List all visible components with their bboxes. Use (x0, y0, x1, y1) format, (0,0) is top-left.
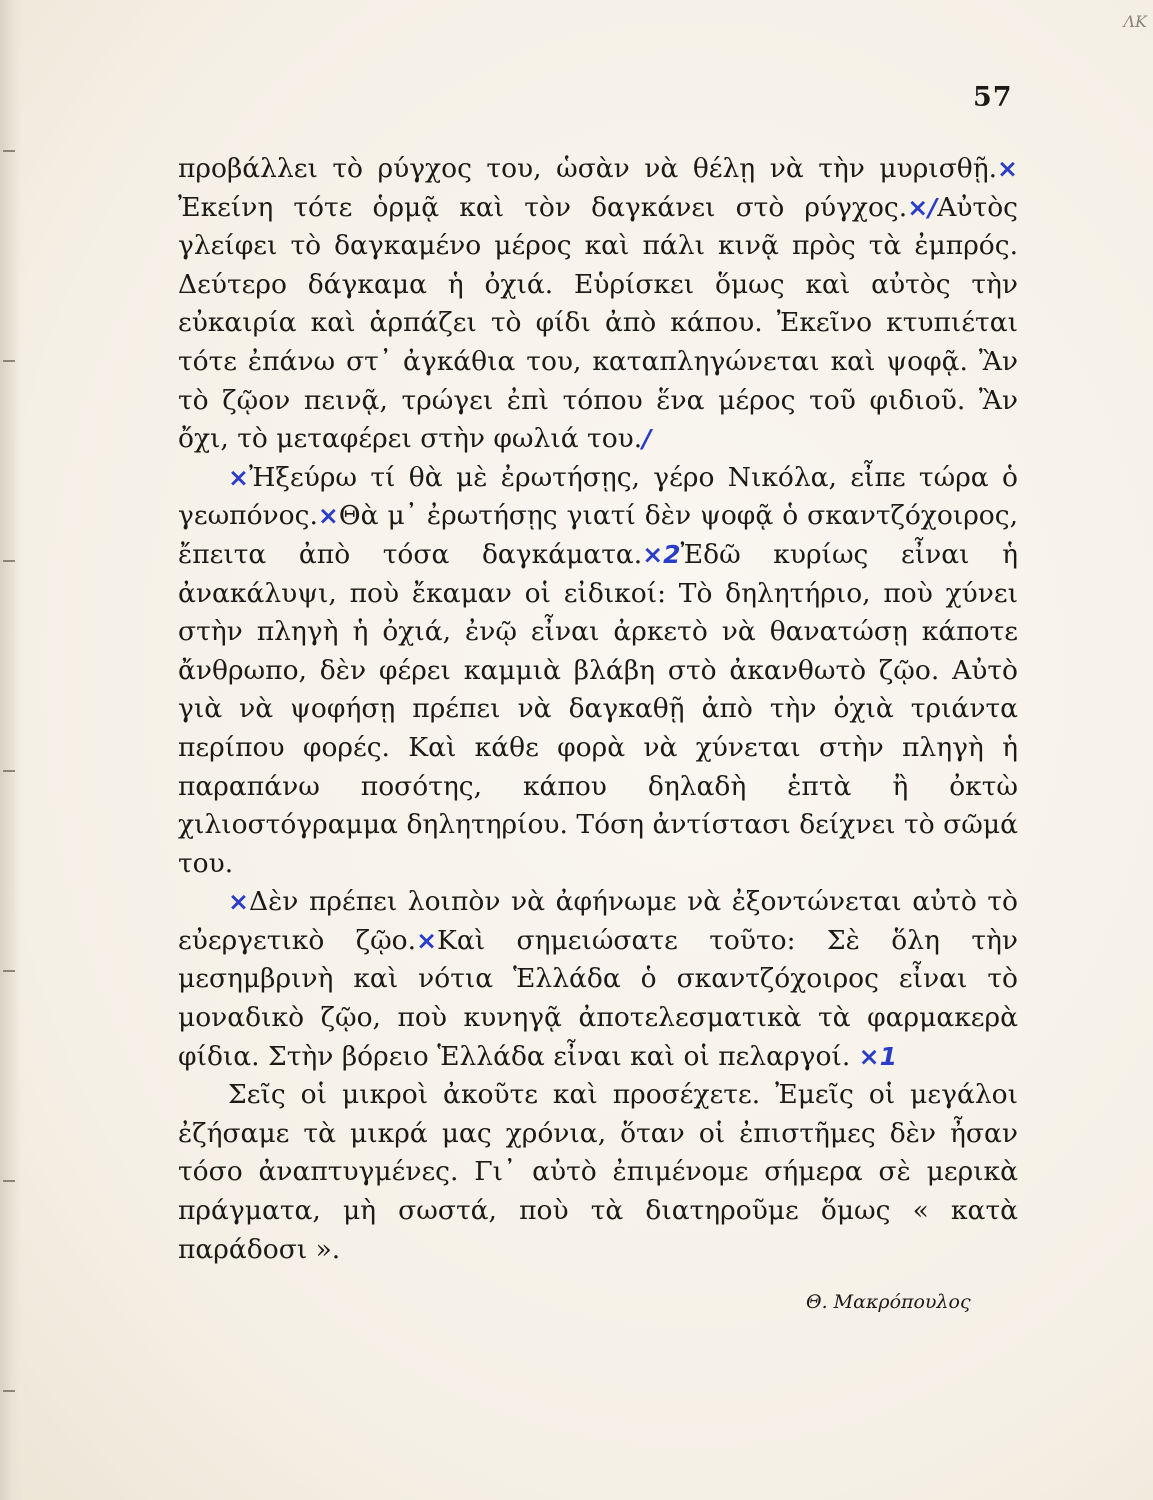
paragraph (178, 883, 1018, 1076)
binding-stitch (3, 360, 15, 362)
text-run: Σεῖς οἱ μικροὶ ἀκοῦτε καὶ προσέχετε. Ἐμεῖς οἱ μεγάλοι ἐζήσαμε τὰ μικρά μας χρόνια, ὅταν οἱ ἐπιστῆμες δὲν ἦσαν τόσο ἀναπτυγμένες. Γι᾿ αὐτὸ ἐπιμένομε σήμερα σὲ μερικὰ πράγματα, μὴ σωστά, ποὺ τὰ διατηροῦμε ὅμως « κατὰ παράδοσι ». (178, 1079, 1018, 1265)
binding-stitch (3, 1390, 15, 1392)
binding-stitch (3, 770, 15, 772)
ink-annotation-mark: ×2 (642, 539, 681, 569)
ink-annotation-mark: × (228, 462, 249, 492)
ink-annotation-mark: × (997, 154, 1018, 183)
binding-stitch (3, 560, 15, 562)
body-text (178, 150, 1018, 1269)
binding-stitch (3, 970, 15, 972)
ink-annotation-mark: ×1 (858, 1041, 898, 1071)
ink-annotation-mark: × (317, 501, 339, 531)
paragraph (178, 150, 1018, 459)
text-run: Ἠξεύρω τί θὰ μὲ ἐρωτήσῃς, γέρο Νικόλα, εἶπε τώρα ὁ γεωπόνος. (178, 461, 1018, 532)
page-binding-edge (0, 0, 22, 1500)
paragraph (178, 1076, 1018, 1269)
ink-annotation-mark: × (228, 887, 249, 917)
ink-annotation-mark: / (642, 424, 652, 454)
paragraph (178, 459, 1018, 884)
author-signature: Θ. Μακρόπουλος (806, 1291, 971, 1313)
text-run: Θὰ μ᾿ ἐρωτήσῃς γιατί δὲν ψοφᾷ ὁ σκαντζόχοιρος, ἔπειτα ἀπὸ τόσα δαγκάματα. (178, 500, 1018, 570)
text-run: Ἐκείνη τότε ὁρμᾷ καὶ τὸν δαγκάνει στὸ ρύγχος. (178, 191, 908, 223)
page-number: 57 (973, 82, 1013, 113)
text-run: προβάλλει τὸ ρύγχος του, ὡσὰν νὰ θέλῃ νὰ τὴν μυρισθῇ. (178, 153, 998, 184)
text-run: Ἐδῶ κυρίως εἶναι ἡ ἀνακάλυψι, ποὺ ἔκαμαν οἱ εἰδικοί: Τὸ δηλητήριο, ποὺ χύνει στὴν πληγὴ ἡ ὀχιά, ἐνῷ εἶναι ἀρκετὸ νὰ θανατώσῃ κάποτε ἄνθρωπο, δὲν φέρει καμμιὰ βλάβη στὸ ἀκανθωτὸ ζῷο. Αὐτὸ γιὰ νὰ ψοφήσῃ πρέπει νὰ δαγκαθῇ ἀπὸ τὴν ὀχιὰ τριάντα περίπου φορές. Καὶ κάθε φορὰ νὰ χύνεται στὴν πληγὴ ἡ παραπάνω ποσότης, κάπου δηλαδὴ ἑπτὰ ἢ ὀκτὼ χιλιοστόγραμμα δηλητηρίου. Τόση ἀντίστασι δείχνει τὸ σῶμά του. (178, 538, 1018, 879)
text-run: Αὐτὸς γλείφει τὸ δαγκαμένο μέρος καὶ πάλι κινᾷ πρὸς τὰ ἐμπρός. Δεύτερο δάγκαμα ἡ ὀχιά. Εὑρίσκει ὅμως καὶ αὐτὸς τὴν εὐκαιρία καὶ ἁρπάζει τὸ φίδι ἀπὸ κάπου. Ἐκεῖνο κτυπιέται τότε ἐπάνω στ᾿ ἀγκάθια του, καταπληγώνεται καὶ ψοφᾷ. Ἂν τὸ ζῷον πεινᾷ, τρώγει ἐπὶ τόπου ἕνα μέρος τοῦ φιδιοῦ. Ἂν ὄχι, τὸ μεταφέρει στὴν φωλιά του. (178, 191, 1018, 455)
text-run: Καὶ σημειώσατε τοῦτο: Σὲ ὅλη τὴν μεσημβρινὴ καὶ νότια Ἑλλάδα ὁ σκαντζόχοιρος εἶναι τὸ μοναδικὸ ζῷο, ποὺ κυνηγᾷ ἀποτελεσματικὰ τὰ φαρμακερὰ φίδια. Στὴν βόρειο Ἑλλάδα εἶναι καὶ οἱ πελαργοί. (178, 924, 1018, 1072)
corner-pencil-note: ΛΚ (1123, 12, 1147, 31)
ink-annotation-mark: × (416, 925, 438, 955)
text-run: Δὲν πρέπει λοιπὸν νὰ ἀφήνωμε νὰ ἐξοντώνεται αὐτὸ τὸ εὐεργετικὸ ζῷο. (178, 886, 1018, 956)
ink-annotation-mark: ×/ (907, 192, 938, 222)
binding-stitch (3, 150, 15, 152)
binding-stitch (3, 1180, 15, 1182)
